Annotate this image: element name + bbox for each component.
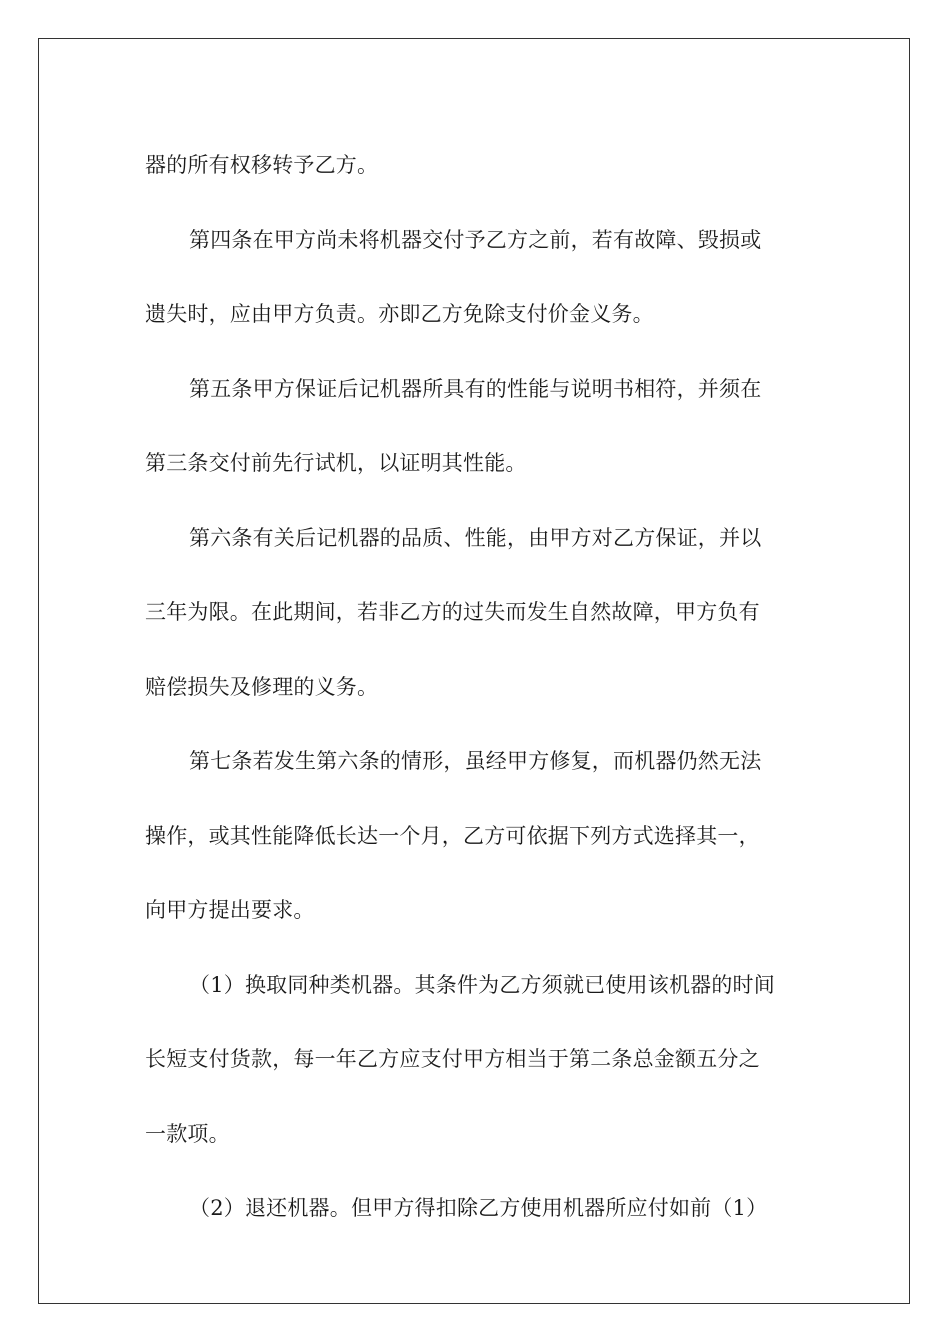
text-line-1: 器的所有权移转予乙方。 bbox=[145, 153, 379, 177]
text-line-15: （2）退还机器。但甲方得扣除乙方使用机器所应付如前（1） bbox=[189, 1196, 768, 1220]
text-line-10: 操作，或其性能降低长达一个月，乙方可依据下列方式选择其一， bbox=[145, 823, 760, 848]
text-line-11: 向甲方提出要求。 bbox=[145, 898, 315, 922]
text-line-4: 第五条甲方保证后记机器所具有的性能与说明书相符，并须在 bbox=[189, 376, 762, 401]
text-line-14: 一款项。 bbox=[145, 1121, 230, 1146]
text-line-7: 三年为限。在此期间，若非乙方的过失而发生自然故障，甲方负有 bbox=[145, 600, 760, 624]
text-line-8: 赔偿损失及修理的义务。 bbox=[145, 674, 379, 699]
text-line-5: 第三条交付前先行试机，以证明其性能。 bbox=[145, 451, 527, 475]
text-line-2: 第四条在甲方尚未将机器交付予乙方之前，若有故障、毁损或 bbox=[189, 227, 762, 252]
text-line-6: 第六条有关后记机器的品质、性能，由甲方对乙方保证，并以 bbox=[189, 525, 762, 550]
text-line-12: （1）换取同种类机器。其条件为乙方须就已使用该机器的时间 bbox=[189, 972, 775, 997]
text-line-9: 第七条若发生第六条的情形，虽经甲方修复，而机器仍然无法 bbox=[189, 749, 762, 773]
text-line-3: 遗失时，应由甲方负责。亦即乙方免除支付价金义务。 bbox=[145, 302, 654, 326]
text-line-13: 长短支付货款，每一年乙方应支付甲方相当于第二条总金额五分之 bbox=[145, 1047, 760, 1071]
document-body bbox=[145, 128, 810, 1246]
